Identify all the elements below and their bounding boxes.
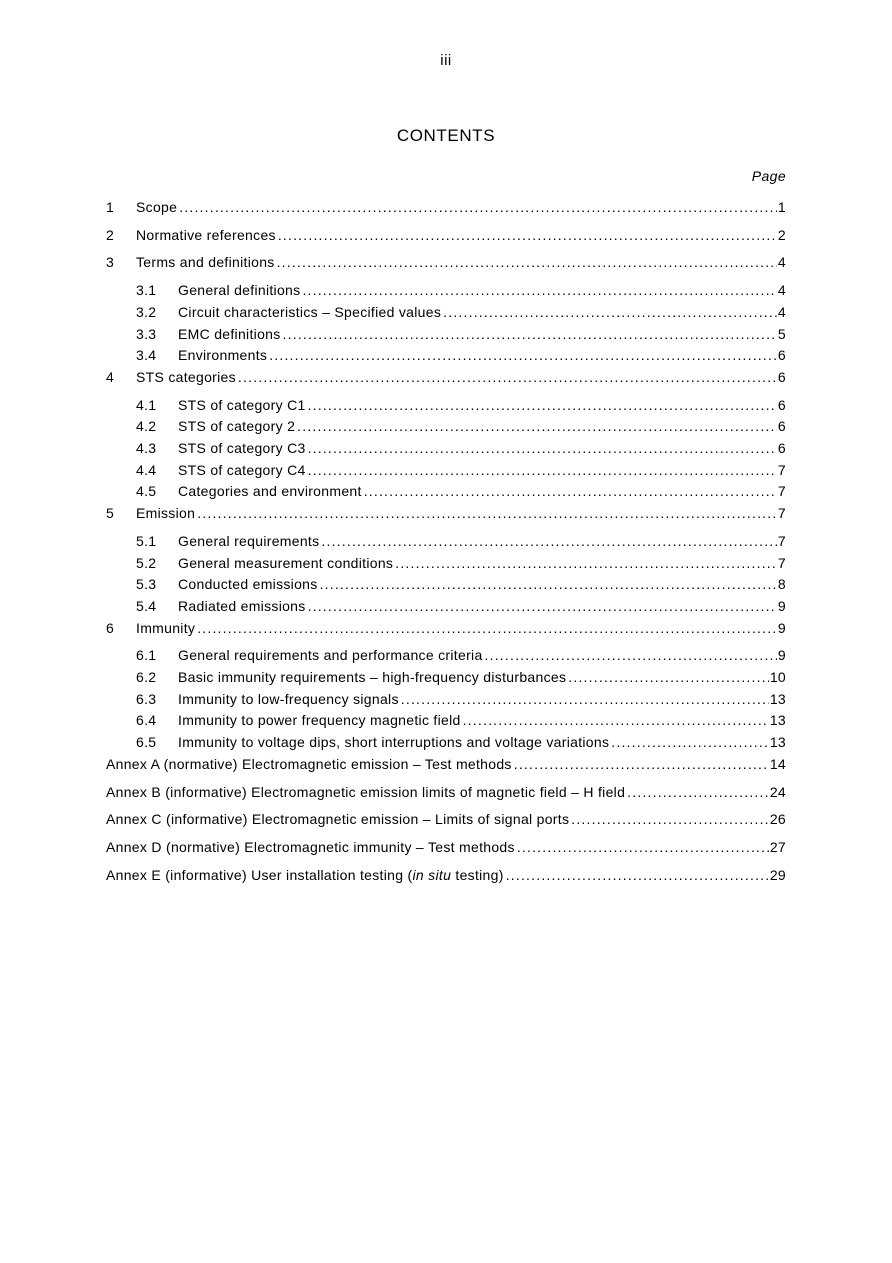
toc-entry-number: 4.1 xyxy=(136,396,157,413)
toc-entry-number: 6.4 xyxy=(136,712,157,729)
toc-subsection-entry[interactable] xyxy=(106,647,786,664)
toc-subsection-entry[interactable] xyxy=(106,734,786,751)
toc-entry-title: Immunity to power frequency magnetic field xyxy=(178,712,461,729)
toc-entry-page: 7 xyxy=(777,532,786,549)
toc-leader-dots xyxy=(627,784,769,801)
toc-entry-page: 29 xyxy=(769,866,786,883)
toc-leader-dots xyxy=(517,839,769,856)
toc-leader-dots xyxy=(278,227,777,244)
toc-entry-title: STS of category C3 xyxy=(178,440,306,457)
toc-entry-title: STS of category C1 xyxy=(178,396,306,413)
toc-entry-page: 4 xyxy=(777,282,786,299)
toc-entry-title: Basic immunity requirements – high-frequency disturbances xyxy=(178,669,567,686)
toc-leader-dots xyxy=(197,620,777,637)
toc-leader-dots xyxy=(364,483,777,500)
toc-annex-entry[interactable] xyxy=(106,811,786,828)
toc-subsection-entry[interactable] xyxy=(106,598,786,615)
toc-entry-title: Immunity xyxy=(136,619,196,636)
toc-leader-dots xyxy=(283,326,777,343)
toc-entry-page: 6 xyxy=(777,368,786,385)
toc-entry-title: Immunity to low-frequency signals xyxy=(178,690,399,707)
toc-entry-title: STS of category C4 xyxy=(178,461,306,478)
toc-entry-number: 1 xyxy=(106,199,115,215)
toc-entry-page: 13 xyxy=(769,690,786,707)
toc-annex-entry[interactable] xyxy=(106,784,786,801)
toc-entry-number: 3 xyxy=(106,254,115,271)
toc-leader-dots xyxy=(395,555,777,572)
toc-entry-page: 6 xyxy=(777,347,786,364)
toc-entry-number: 6.2 xyxy=(136,669,157,686)
toc-entry-page: 7 xyxy=(777,461,786,478)
toc-subsection-entry[interactable] xyxy=(106,326,786,343)
toc-leader-dots xyxy=(302,282,776,299)
toc-leader-dots xyxy=(443,304,777,321)
toc-entry-title: Conducted emissions xyxy=(178,576,318,593)
toc-entry-title: General measurement conditions xyxy=(178,554,394,571)
toc-leader-dots xyxy=(308,440,777,457)
toc-entry-title: Annex B (informative) Electromagnetic emission limits of magnetic field – H field xyxy=(106,783,626,800)
toc-entry-title: Immunity to voltage dips, short interruptions and voltage variations xyxy=(178,734,610,751)
toc-entry-number: 3.1 xyxy=(136,282,157,299)
toc-entry-page: 5 xyxy=(777,325,786,342)
toc-entry-title: Normative references xyxy=(136,226,276,243)
toc-entry-number: 4.5 xyxy=(136,483,157,500)
toc-entry-number: 3.2 xyxy=(136,303,157,320)
toc-leader-dots xyxy=(320,576,777,593)
toc-entry-page: 27 xyxy=(769,838,786,855)
toc-entry-title: Environments xyxy=(178,347,268,364)
toc-entry-number: 3.3 xyxy=(136,325,157,342)
toc-leader-dots xyxy=(611,734,769,751)
toc-subsection-entry[interactable] xyxy=(106,397,786,414)
toc-entry-title: Annex A (normative) Electromagnetic emission – Test methods xyxy=(106,755,512,772)
toc-leader-dots xyxy=(297,418,777,435)
toc-leader-dots xyxy=(308,397,777,414)
toc-entry-number: 4 xyxy=(106,368,115,385)
toc-leader-dots xyxy=(197,505,777,522)
toc-subsection-entry[interactable] xyxy=(106,576,786,593)
toc-entry-page: 6 xyxy=(777,418,786,435)
toc-entry-title: Annex E (informative) User installation testing (in situ testing) xyxy=(106,866,504,883)
toc-entry-title: Annex D (normative) Electromagnetic immunity – Test methods xyxy=(106,838,515,855)
toc-subsection-entry[interactable] xyxy=(106,669,786,686)
toc-entry-page: 13 xyxy=(769,712,786,729)
toc-entry-number: 2 xyxy=(106,226,115,243)
toc-leader-dots xyxy=(514,756,769,773)
toc-entry-title: General definitions xyxy=(178,282,301,299)
toc-leader-dots xyxy=(485,647,777,664)
toc-entry-page: 4 xyxy=(777,303,786,320)
toc-entry-page: 9 xyxy=(777,619,786,636)
toc-subsection-entry[interactable] xyxy=(106,712,786,729)
toc-entry-title: STS of category 2 xyxy=(178,418,296,435)
toc-entry-number: 5.1 xyxy=(136,532,157,549)
toc-entry-page: 24 xyxy=(769,783,786,800)
toc-entry-number: 5 xyxy=(106,505,115,522)
toc-entry-number: 6.1 xyxy=(136,647,157,664)
toc-leader-dots xyxy=(308,462,777,479)
toc-leader-dots xyxy=(308,598,777,615)
page-number: iii xyxy=(440,52,452,69)
toc-section-entry[interactable] xyxy=(106,369,786,386)
toc-entry-page: 13 xyxy=(769,734,786,751)
toc-subsection-entry[interactable] xyxy=(106,555,786,572)
toc-entry-page: 4 xyxy=(777,254,786,271)
toc-entry-title: Scope xyxy=(136,199,178,215)
toc-entry-number: 5.4 xyxy=(136,597,157,614)
toc-leader-dots xyxy=(238,369,777,386)
toc-entry-title: Annex C (informative) Electromagnetic emission – Limits of signal ports xyxy=(106,811,570,828)
toc-entry-page: 8 xyxy=(777,576,786,593)
toc-annex-entry[interactable] xyxy=(106,756,786,773)
toc-subsection-entry[interactable] xyxy=(106,483,786,500)
toc-subsection-entry[interactable] xyxy=(106,304,786,321)
toc-subsection-entry[interactable] xyxy=(106,347,786,364)
toc-leader-dots xyxy=(277,254,777,271)
toc-entry-page: 1 xyxy=(777,199,786,215)
toc-annex-entry[interactable] xyxy=(106,839,786,856)
toc-subsection-entry[interactable] xyxy=(106,282,786,299)
page-column-label: Page xyxy=(751,168,786,184)
toc-entry-number: 5.2 xyxy=(136,554,157,571)
toc-entry-title: Categories and environment xyxy=(178,483,362,500)
toc-leader-dots xyxy=(506,867,769,884)
toc-entry-number: 5.3 xyxy=(136,576,157,593)
contents-heading: CONTENTS xyxy=(396,126,496,145)
toc-subsection-entry[interactable] xyxy=(106,440,786,457)
toc-entry-title: STS categories xyxy=(136,368,236,385)
toc-entry-number: 3.4 xyxy=(136,347,157,364)
toc-leader-dots xyxy=(401,691,769,708)
toc-entry-page: 6 xyxy=(777,440,786,457)
toc-entry-title: Emission xyxy=(136,505,196,522)
toc-annex-entry[interactable] xyxy=(106,867,786,884)
toc-entry-page: 14 xyxy=(769,755,786,772)
toc-entry-number: 6 xyxy=(106,619,115,636)
toc-subsection-entry[interactable] xyxy=(106,533,786,550)
toc-entry-title: General requirements and performance criteria xyxy=(178,647,483,664)
table-of-contents xyxy=(106,199,786,883)
toc-entry-page: 9 xyxy=(777,647,786,664)
toc-entry-page: 9 xyxy=(777,597,786,614)
toc-entry-page: 7 xyxy=(777,554,786,571)
toc-section-entry[interactable] xyxy=(106,254,786,271)
toc-entry-page: 6 xyxy=(777,396,786,413)
toc-entry-number: 4.3 xyxy=(136,440,157,457)
toc-subsection-entry[interactable] xyxy=(106,462,786,479)
toc-leader-dots xyxy=(568,669,769,686)
toc-section-entry[interactable] xyxy=(106,620,786,637)
toc-entry-page: 7 xyxy=(777,505,786,522)
toc-subsection-entry[interactable] xyxy=(106,691,786,708)
toc-leader-dots xyxy=(321,533,777,550)
toc-entry-number: 6.3 xyxy=(136,690,157,707)
toc-section-entry[interactable] xyxy=(106,199,786,216)
toc-entry-number: 6.5 xyxy=(136,734,157,751)
toc-section-entry[interactable] xyxy=(106,505,786,522)
toc-entry-page: 26 xyxy=(769,811,786,828)
toc-entry-title: Circuit characteristics – Specified values xyxy=(178,303,442,320)
toc-entry-title: Radiated emissions xyxy=(178,597,306,614)
toc-leader-dots xyxy=(463,712,769,729)
toc-entry-number: 4.2 xyxy=(136,418,157,435)
toc-entry-page: 2 xyxy=(777,226,786,243)
toc-entry-number: 4.4 xyxy=(136,461,157,478)
toc-leader-dots xyxy=(179,199,777,216)
toc-leader-dots xyxy=(269,347,777,364)
toc-section-entry[interactable] xyxy=(106,227,786,244)
toc-entry-page: 7 xyxy=(777,483,786,500)
toc-leader-dots xyxy=(571,811,769,828)
toc-subsection-entry[interactable] xyxy=(106,418,786,435)
toc-entry-title: General requirements xyxy=(178,532,320,549)
toc-entry-title: Terms and definitions xyxy=(136,254,275,271)
toc-entry-title: EMC definitions xyxy=(178,325,281,342)
toc-entry-page: 10 xyxy=(769,669,786,686)
